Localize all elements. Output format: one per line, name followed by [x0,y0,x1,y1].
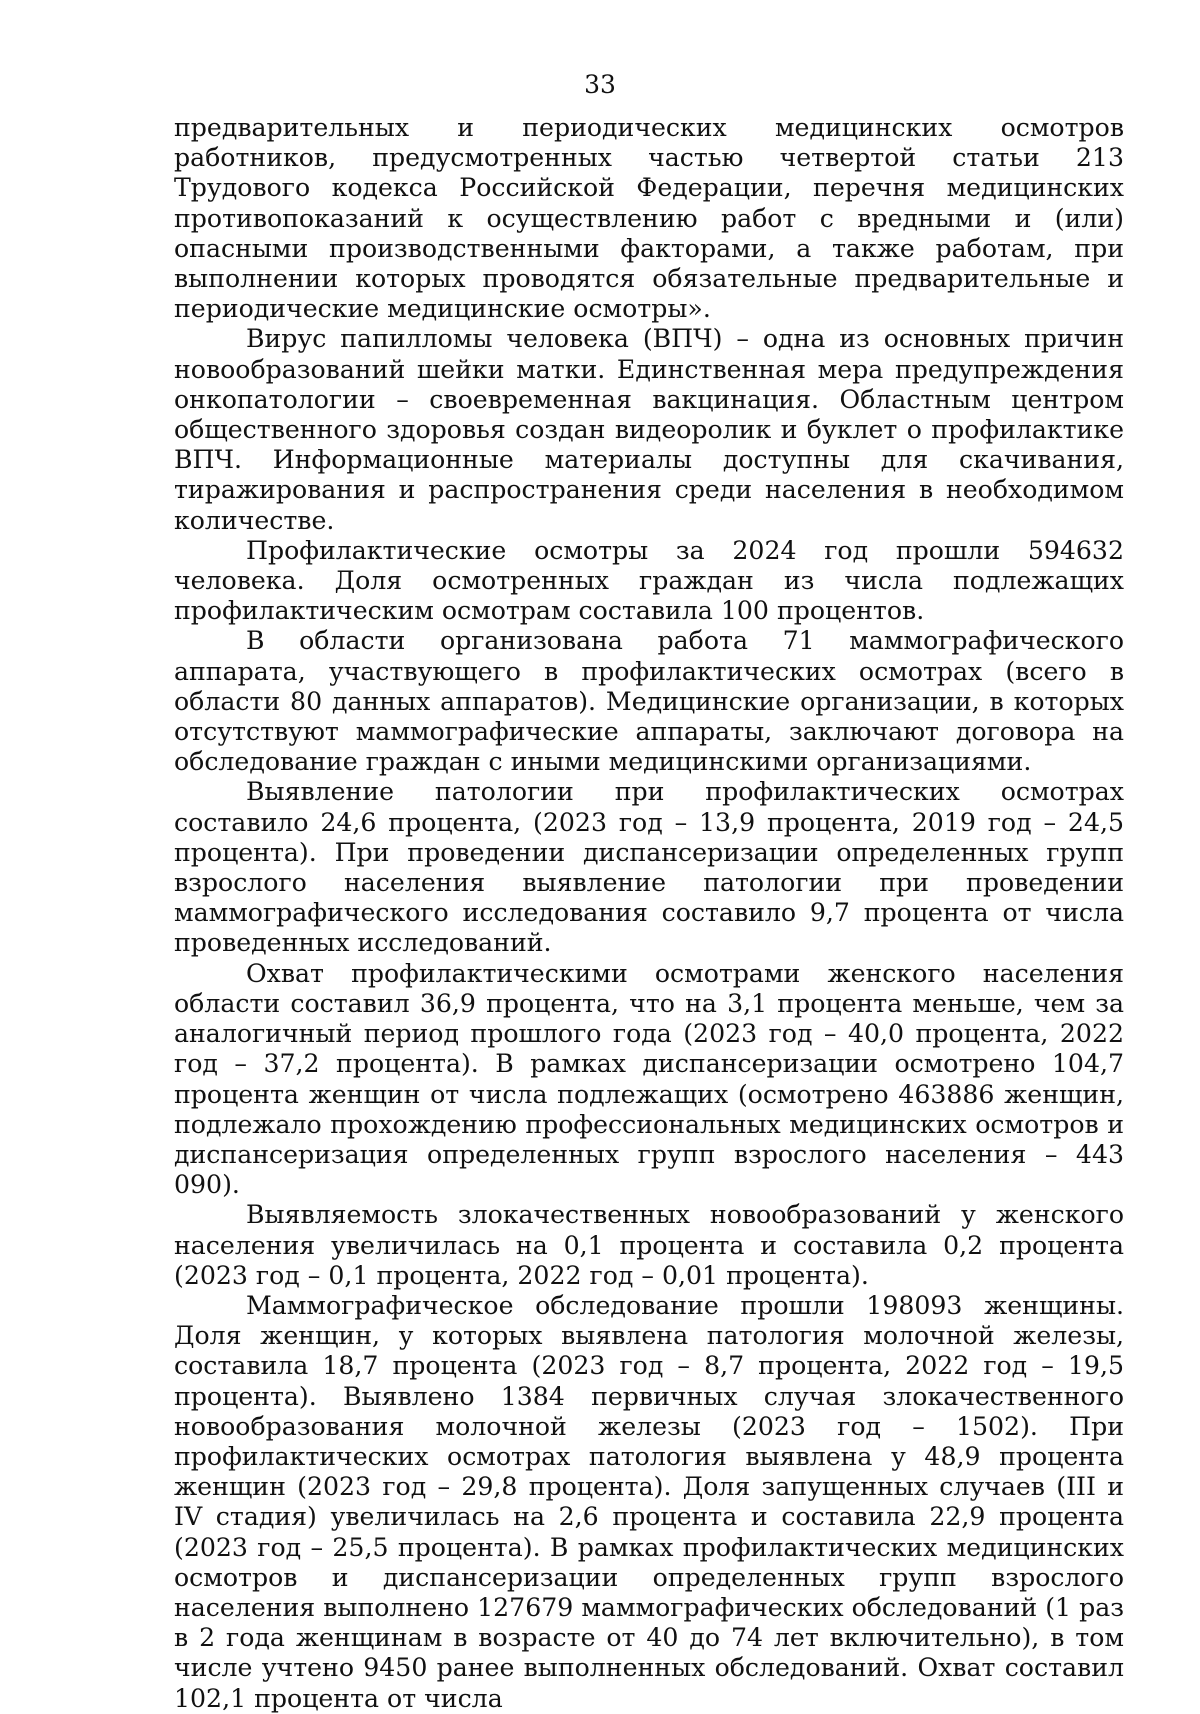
page-number: 33 [584,70,616,99]
paragraph-continued: предварительных и периодических медицинских осмотров работников, предусмотренных частью четвертой статьи 213 Трудового кодекса Российской Федерации, перечня медицинских противопоказаний к осуществлению работ с вредными и (или) опасными производственными факторами, а также работам, при выполнении которых проводятся обязательные предварительные и периодические медицинские осмотры». [174,113,1124,324]
paragraph-mammography-devices: В области организована работа 71 маммографического аппарата, участвующего в профилактических осмотрах (всего в области 80 данных аппаратов). Медицинские организации, в которых отсутствуют маммографические аппараты, заключают договора на обследование граждан с иными медицинскими организациями. [174,626,1124,777]
paragraph-malignancy-detection: Выявляемость злокачественных новообразований у женского населения увеличилась на 0,1 процента и составила 0,2 процента (2023 год – 0,1 процента, 2022 год – 0,01 процента). [174,1200,1124,1290]
body-text [174,113,1124,1714]
paragraph-checkups-2024: Профилактические осмотры за 2024 год прошли 594632 человека. Доля осмотренных граждан из числа подлежащих профилактическим осмотрам составила 100 процентов. [174,535,1124,626]
paragraph-hpv: Вирус папилломы человека (ВПЧ) – одна из основных причин новообразований шейки матки. Единственная мера предупреждения онкопатологии – своевременная вакцинация. Областным центром общественного здоровья создан видеоролик и буклет о профилактике ВПЧ. Информационные материалы доступны для скачивания, тиражирования и распространения среди населения в необходимом количестве. [174,324,1124,535]
paragraph-mammography-exams: Маммографическое обследование прошли 198093 женщины. Доля женщин, у которых выявлена патология молочной железы, составила 18,7 процента (2023 год – 8,7 процента, 2022 год – 19,5 процента). Выявлено 1384 первичных случая злокачественного новообразования молочной железы (2023 год – 1502). При профилактических осмотрах патология выявлена у 48,9 процента женщин (2023 год – 29,8 процента). Доля запущенных случаев (III и IV стадия) увеличилась на 2,6 процента и составила 22,9 процента (2023 год – 25,5 процента). В рамках профилактических медицинских осмотров и диспансеризации определенных групп взрослого населения выполнено 127679 маммографических обследований (1 раз в 2 года женщинам в возрасте от 40 до 74 лет включительно), в том числе учтено 9450 ранее выполненных обследований. Охват составил 102,1 процента от числа [174,1290,1124,1713]
paragraph-pathology-detection: Выявление патологии при профилактических осмотрах составило 24,6 процента, (2023 год – 13,9 процента, 2019 год – 24,5 процента). При проведении диспансеризации определенных групп взрослого населения выявление патологии при проведении маммографического исследования составило 9,7 процента от числа проведенных исследований. [174,777,1124,958]
paragraph-female-coverage: Охват профилактическими осмотрами женского населения области составил 36,9 процента, что на 3,1 процента меньше, чем за аналогичный период прошлого года (2023 год – 40,0 процента, 2022 год – 37,2 процента). В рамках диспансеризации осмотрено 104,7 процента женщин от числа подлежащих (осмотрено 463886 женщин, подлежало прохождению профессиональных медицинских осмотров и диспансеризация определенных групп взрослого населения – 443 090). [174,958,1124,1200]
